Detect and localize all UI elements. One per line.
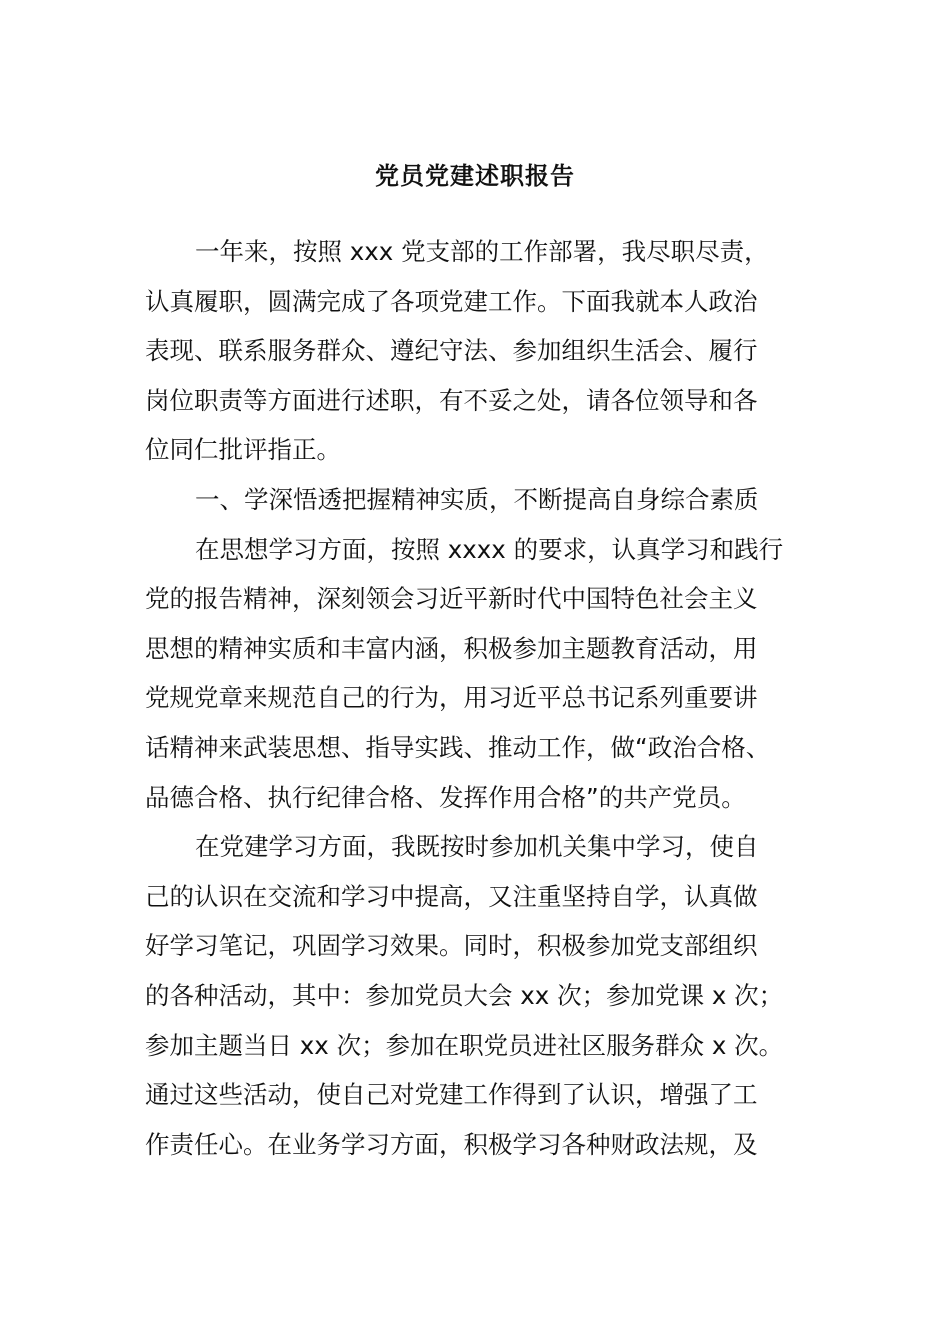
body-line: 表现、联系服务群众、遵纪守法、参加组织生活会、履行 [145,336,758,366]
body-line: 话精神来武装思想、指导实践、推动工作，做“政治合格、 [145,732,771,762]
document-title: 党员党建述职报告 [375,162,575,190]
body-line: 认真履职，圆满完成了各项党建工作。下面我就本人政治 [145,286,758,316]
body-line: 思想的精神实质和丰富内涵，积极参加主题教育活动，用 [145,633,758,663]
body-line: 参加主题当日 xx 次；参加在职党员进社区服务群众 x 次。 [145,1030,784,1060]
body-line: 岗位职责等方面进行述职，有不妥之处，请各位领导和各 [145,385,758,415]
body-line: 一、学深悟透把握精神实质，不断提高自身综合素质 [195,484,759,514]
body-line: 品德合格、执行纪律合格、发挥作用合格”的共产党员。 [145,782,746,812]
body-line: 好学习笔记，巩固学习效果。同时，积极参加党支部组织 [145,931,758,961]
body-line: 党规党章来规范自己的行为，用习近平总书记系列重要讲 [145,683,758,713]
body-line: 一年来，按照 xxx 党支部的工作部署，我尽职尽责， [195,237,769,266]
document-body [145,227,805,1169]
body-line: 的各种活动，其中：参加党员大会 xx 次；参加党课 x 次； [145,980,784,1010]
body-line: 己的认识在交流和学习中提高，又注重坚持自学，认真做 [145,881,758,911]
body-line: 在思想学习方面，按照 xxxx 的要求，认真学习和践行 [195,534,784,564]
body-line: 党的报告精神，深刻领会习近平新时代中国特色社会主义 [145,584,758,614]
body-line: 位同仁批评指正。 [145,435,341,465]
body-line: 在党建学习方面，我既按时参加机关集中学习，使自 [195,832,759,862]
body-line: 通过这些活动，使自己对党建工作得到了认识，增强了工 [145,1080,758,1110]
body-line: 作责任心。在业务学习方面，积极学习各种财政法规，及 [145,1129,758,1159]
